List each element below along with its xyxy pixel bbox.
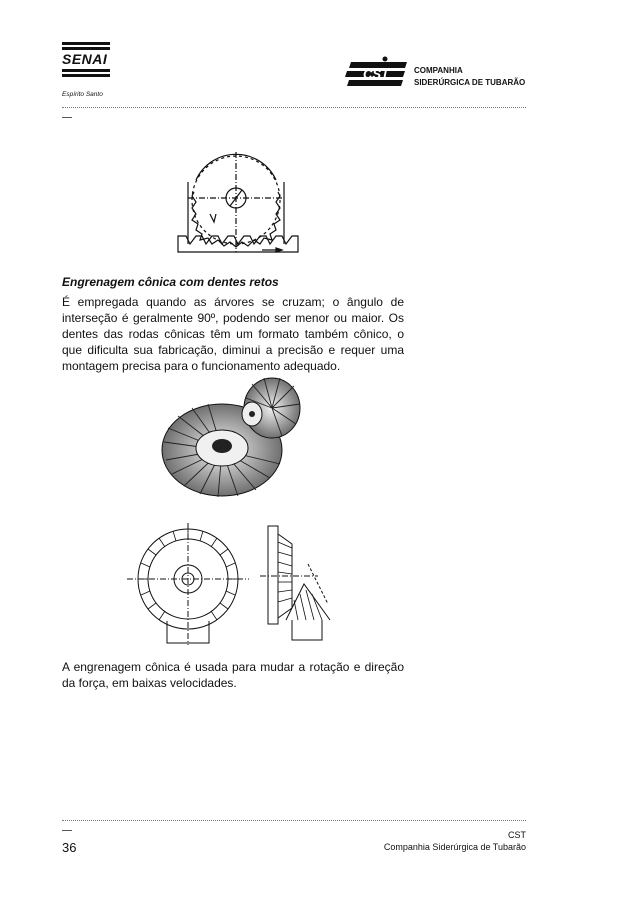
header-divider-tick	[62, 117, 72, 118]
senai-subtitle: Espírito Santo	[62, 91, 103, 98]
section-heading: Engrenagem cônica com dentes retos	[62, 275, 279, 289]
footer-company	[384, 829, 526, 853]
company-name-line1: COMPANHIA	[414, 66, 463, 75]
cst-logo-icon	[345, 56, 411, 95]
senai-logo-text: SENAI	[62, 51, 108, 67]
footer-company-full: Companhia Siderúrgica de Tubarão	[383, 842, 526, 852]
page-number: 36	[62, 840, 77, 855]
senai-logo	[62, 42, 110, 79]
company-name-line2: SIDERÚRGICA DE TUBARÃO	[414, 78, 526, 87]
gear-and-rack-drawing-icon	[170, 152, 302, 259]
bevel-gear-side-view-icon	[258, 524, 348, 649]
cst-logo-text: CST	[363, 66, 389, 82]
paragraph-description: É empregada quando as árvores se cruzam; o ângulo de interseção é geralmente 90º, podendo ser menor ou maior. Os dentes das rodas cônicas têm um formato também cônico, o que dificulta sua fabricação, diminui a precisão e requer uma montagem precisa para o funcionamento adequado.	[62, 295, 404, 373]
company-name	[414, 65, 525, 89]
header-divider	[62, 107, 526, 108]
bevel-gear-front-view-icon	[127, 523, 249, 650]
bevel-gear-pair-illustration-icon	[160, 372, 308, 507]
footer-divider	[62, 820, 526, 821]
footer-divider-tick	[62, 830, 72, 831]
paragraph-usage: A engrenagem cônica é usada para mudar a rotação e direção da força, em baixas velocidades.	[62, 660, 404, 690]
footer-company-short: CST	[508, 830, 526, 840]
